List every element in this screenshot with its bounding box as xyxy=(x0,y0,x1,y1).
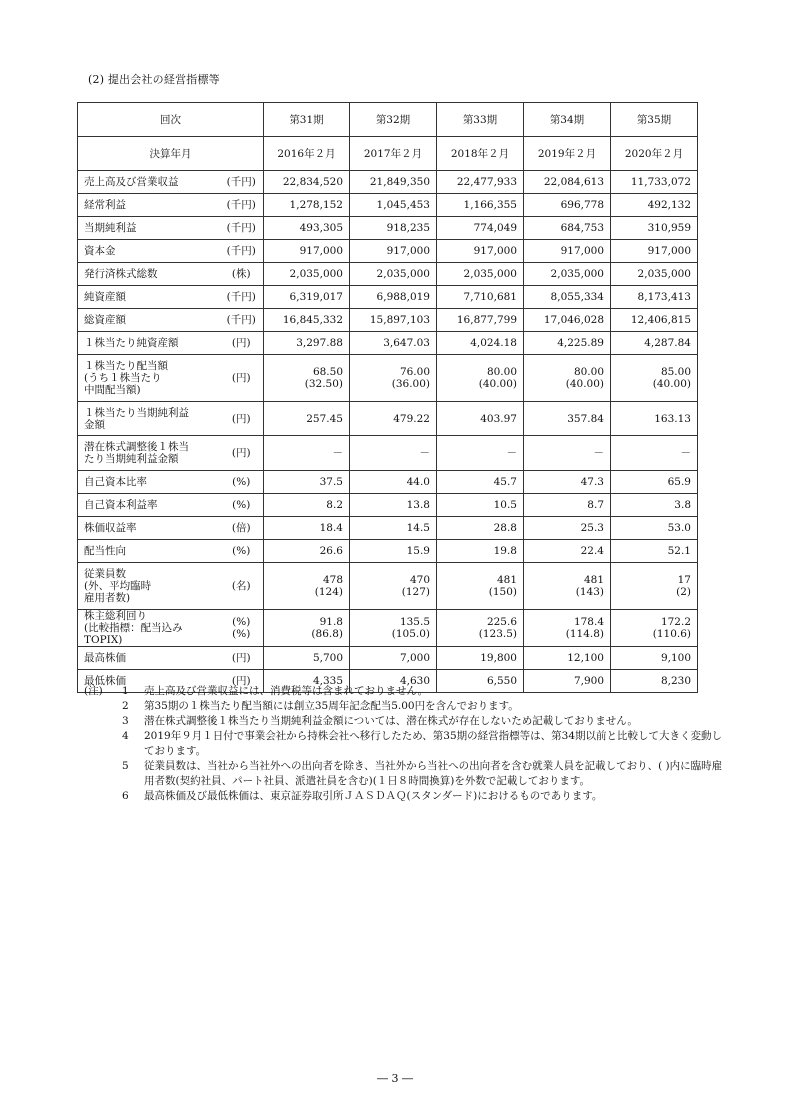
row-unit xyxy=(224,610,264,647)
table-row xyxy=(78,471,698,494)
note-text: 従業員数は、当社から当社外への出向者を除き、当社外から当社への出向者を含む就業人員を記載しており、( )内に臨時雇用者数(契約社員、パート社員、派遣社員を含む)(１日８時間換算)を外数で記載しております。 xyxy=(144,760,723,787)
value-cell: 492,132 xyxy=(611,194,698,217)
value-cell: 12,406,815 xyxy=(611,309,698,332)
table-row xyxy=(78,217,698,240)
value-cell: 15,897,103 xyxy=(350,309,437,332)
value-cell: 21,849,350 xyxy=(350,171,437,194)
value-cell: 163.13 xyxy=(611,402,698,436)
row-unit xyxy=(224,436,264,471)
value-cell: 14.5 xyxy=(350,517,437,540)
row-label-text: 配当性向 xyxy=(84,545,126,557)
value-cell: 52.1 xyxy=(611,540,698,563)
value-cell: 8,055,334 xyxy=(524,286,611,309)
value-cell: 8.2 xyxy=(264,494,350,517)
row-unit-text: (倍) xyxy=(231,522,251,534)
table-row xyxy=(78,436,698,471)
value-cell: 7,900 xyxy=(524,670,611,693)
row-unit xyxy=(224,217,264,240)
note-item xyxy=(84,699,724,714)
row-label-text: 株主総利回り (比較指標：配当込み TOPIX) xyxy=(84,610,183,646)
table-row xyxy=(78,332,698,355)
date-header-label: 決算年月 xyxy=(78,137,264,171)
value-cell: 357.84 xyxy=(524,402,611,436)
value-cell: 44.0 xyxy=(350,471,437,494)
value-cell: 6,988,019 xyxy=(350,286,437,309)
row-unit xyxy=(224,286,264,309)
value-cell: 65.9 xyxy=(611,471,698,494)
row-unit-text: (%) xyxy=(232,476,251,488)
value-cell: 135.5 (105.0) xyxy=(350,610,437,647)
table-row xyxy=(78,540,698,563)
table-row xyxy=(78,402,698,436)
row-unit-text: (名) xyxy=(231,580,251,592)
value-cell: 917,000 xyxy=(350,240,437,263)
row-unit xyxy=(224,517,264,540)
date-header-row xyxy=(78,137,698,171)
row-unit-text: (千円) xyxy=(226,314,256,326)
row-label xyxy=(78,563,224,610)
value-cell: 257.45 xyxy=(264,402,350,436)
row-unit-text: (千円) xyxy=(226,199,256,211)
value-cell: 310,959 xyxy=(611,217,698,240)
row-label xyxy=(78,240,224,263)
row-label xyxy=(78,309,224,332)
value-cell: 25.3 xyxy=(524,517,611,540)
note-prefix xyxy=(84,714,122,729)
value-cell: 26.6 xyxy=(264,540,350,563)
date-header: 2018年２月 xyxy=(437,137,524,171)
value-cell: 85.00 (40.00) xyxy=(611,355,698,402)
value-cell: 6,319,017 xyxy=(264,286,350,309)
note-item xyxy=(84,729,724,759)
row-label xyxy=(78,263,224,286)
value-cell: 80.00 (40.00) xyxy=(437,355,524,402)
value-cell: 68.50 (32.50) xyxy=(264,355,350,402)
value-cell: 917,000 xyxy=(611,240,698,263)
value-cell: 13.8 xyxy=(350,494,437,517)
value-cell: 19.8 xyxy=(437,540,524,563)
row-unit-text: (円) xyxy=(231,372,251,384)
value-cell: － xyxy=(264,436,350,471)
value-cell: 11,733,072 xyxy=(611,171,698,194)
value-cell: － xyxy=(350,436,437,471)
row-label-text: 自己資本利益率 xyxy=(84,499,158,511)
row-label-text: １株当たり当期純利益 金額 xyxy=(84,406,189,431)
table-row xyxy=(78,610,698,647)
value-cell: 2,035,000 xyxy=(437,263,524,286)
note-item xyxy=(84,789,724,804)
row-label-text: 発行済株式総数 xyxy=(84,268,158,280)
table-row xyxy=(78,494,698,517)
value-cell: 3,647.03 xyxy=(350,332,437,355)
row-unit xyxy=(224,240,264,263)
row-unit-text: (円) xyxy=(231,337,251,349)
row-unit xyxy=(224,194,264,217)
value-cell: 6,550 xyxy=(437,670,524,693)
value-cell: 22,084,613 xyxy=(524,171,611,194)
value-cell: 8.7 xyxy=(524,494,611,517)
row-label xyxy=(78,471,224,494)
row-label-text: 自己資本比率 xyxy=(84,476,147,488)
value-cell: － xyxy=(437,436,524,471)
value-cell: 17,046,028 xyxy=(524,309,611,332)
value-cell: 18.4 xyxy=(264,517,350,540)
date-header: 2017年２月 xyxy=(350,137,437,171)
table-row xyxy=(78,240,698,263)
row-unit-text: (円) xyxy=(231,447,251,459)
value-cell: 19,800 xyxy=(437,647,524,670)
date-header: 2019年２月 xyxy=(524,137,611,171)
note-item xyxy=(84,759,724,789)
value-cell: 225.6 (123.5) xyxy=(437,610,524,647)
value-cell: 53.0 xyxy=(611,517,698,540)
note-prefix xyxy=(84,759,122,789)
row-unit-text: (千円) xyxy=(226,176,256,188)
date-header: 2020年２月 xyxy=(611,137,698,171)
value-cell: 2,035,000 xyxy=(611,263,698,286)
value-cell: 481 (143) xyxy=(524,563,611,610)
period-header: 第35期 xyxy=(611,103,698,137)
value-cell: 8,230 xyxy=(611,670,698,693)
note-prefix xyxy=(84,699,122,714)
note-item xyxy=(84,714,724,729)
table-row xyxy=(78,563,698,610)
row-label xyxy=(78,436,224,471)
row-label xyxy=(78,355,224,402)
value-cell: 16,877,799 xyxy=(437,309,524,332)
row-label-text: 資本金 xyxy=(84,245,116,257)
row-label-text: 総資産額 xyxy=(84,314,126,326)
table-row xyxy=(78,309,698,332)
row-label xyxy=(78,610,224,647)
row-unit-text: (円) xyxy=(231,412,251,425)
row-unit xyxy=(224,540,264,563)
value-cell: 91.8 (86.8) xyxy=(264,610,350,647)
value-cell: 918,235 xyxy=(350,217,437,240)
date-header: 2016年２月 xyxy=(264,137,350,171)
row-label-text: 当期純利益 xyxy=(84,222,137,234)
value-cell: 4,024.18 xyxy=(437,332,524,355)
value-cell: 2,035,000 xyxy=(524,263,611,286)
row-label xyxy=(78,647,224,670)
row-unit xyxy=(224,309,264,332)
note-index: 2 xyxy=(122,700,129,712)
row-label-text: 純資産額 xyxy=(84,291,126,303)
row-unit-text: (千円) xyxy=(226,245,256,257)
period-header: 第34期 xyxy=(524,103,611,137)
row-unit-text: (株) xyxy=(231,268,251,280)
value-cell: 403.97 xyxy=(437,402,524,436)
value-cell: 479.22 xyxy=(350,402,437,436)
value-cell: 80.00 (40.00) xyxy=(524,355,611,402)
row-unit xyxy=(224,563,264,610)
row-label-text: 最高株価 xyxy=(84,652,126,664)
note-text: 第35期の１株当たり配当額には創立35周年記念配当5.00円を含んでおります。 xyxy=(144,700,519,712)
row-label-text: １株当たり配当額 (うち１株当たり 中間配当額) xyxy=(84,360,168,396)
value-cell: 28.8 xyxy=(437,517,524,540)
table-row xyxy=(78,171,698,194)
value-cell: 22,477,933 xyxy=(437,171,524,194)
value-cell: 178.4 (114.8) xyxy=(524,610,611,647)
row-unit xyxy=(224,263,264,286)
note-prefix xyxy=(84,729,122,759)
row-label xyxy=(78,402,224,436)
value-cell: 9,100 xyxy=(611,647,698,670)
value-cell: 917,000 xyxy=(437,240,524,263)
note-prefix: (注) xyxy=(84,685,103,697)
row-unit-text: (千円) xyxy=(226,291,256,303)
value-cell: 22.4 xyxy=(524,540,611,563)
value-cell: － xyxy=(611,436,698,471)
note-item xyxy=(84,684,724,699)
value-cell: 76.00 (36.00) xyxy=(350,355,437,402)
notes-section xyxy=(84,684,724,804)
row-unit-text: (%) xyxy=(232,499,251,511)
note-index: 5 xyxy=(122,760,129,772)
value-cell: 37.5 xyxy=(264,471,350,494)
value-cell: 493,305 xyxy=(264,217,350,240)
row-label-text: 最低株価 xyxy=(84,675,126,687)
value-cell: 16,845,332 xyxy=(264,309,350,332)
table-row xyxy=(78,355,698,402)
table-row xyxy=(78,517,698,540)
row-label-text: 株価収益率 xyxy=(84,522,137,534)
value-cell: 4,335 xyxy=(264,670,350,693)
row-unit xyxy=(224,355,264,402)
row-unit xyxy=(224,494,264,517)
note-text: 最高株価及び最低株価は、東京証券取引所ＪＡＳＤＡＱ(スタンダード)におけるものであります。 xyxy=(144,790,603,802)
row-label-text: 売上高及び営業収益 xyxy=(84,176,179,188)
value-cell: 3,297.88 xyxy=(264,332,350,355)
value-cell: 4,225.89 xyxy=(524,332,611,355)
note-text: 潜在株式調整後１株当たり当期純利益金額については、潜在株式が存在しないため記載しておりません。 xyxy=(144,715,638,727)
value-cell: 5,700 xyxy=(264,647,350,670)
row-label xyxy=(78,171,224,194)
row-label xyxy=(78,332,224,355)
value-cell: 4,287.84 xyxy=(611,332,698,355)
page-number: ― 3 ― xyxy=(377,1072,413,1085)
note-index: 3 xyxy=(122,715,129,727)
value-cell: 478 (124) xyxy=(264,563,350,610)
row-unit xyxy=(224,402,264,436)
note-index: 1 xyxy=(122,685,129,697)
row-unit xyxy=(224,171,264,194)
period-header: 第33期 xyxy=(437,103,524,137)
value-cell: 2,035,000 xyxy=(350,263,437,286)
value-cell: 3.8 xyxy=(611,494,698,517)
note-index: 6 xyxy=(122,790,129,802)
value-cell: 917,000 xyxy=(264,240,350,263)
value-cell: 47.3 xyxy=(524,471,611,494)
row-label-text: １株当たり純資産額 xyxy=(84,337,179,349)
value-cell: 17 (2) xyxy=(611,563,698,610)
value-cell: － xyxy=(524,436,611,471)
value-cell: 7,710,681 xyxy=(437,286,524,309)
row-label xyxy=(78,217,224,240)
note-text: 2019年９月１日付で事業会社から持株会社へ移行したため、第35期の経営指標等は、第34期以前と比較して大きく変動しております。 xyxy=(144,730,723,757)
value-cell: 1,278,152 xyxy=(264,194,350,217)
value-cell: 7,000 xyxy=(350,647,437,670)
value-cell: 8,173,413 xyxy=(611,286,698,309)
value-cell: 15.9 xyxy=(350,540,437,563)
row-unit-text: (円) xyxy=(231,675,251,687)
period-header-label: 回次 xyxy=(78,103,264,137)
row-unit-text: (%) (%) xyxy=(232,616,251,640)
row-unit-text: (%) xyxy=(232,545,251,557)
value-cell: 917,000 xyxy=(524,240,611,263)
value-cell: 696,778 xyxy=(524,194,611,217)
value-cell: 1,166,355 xyxy=(437,194,524,217)
period-header: 第32期 xyxy=(350,103,437,137)
value-cell: 481 (150) xyxy=(437,563,524,610)
row-label-text: 潜在株式調整後１株当 たり当期純利益金額 xyxy=(84,441,189,465)
value-cell: 22,834,520 xyxy=(264,171,350,194)
row-label xyxy=(78,494,224,517)
note-text: 売上高及び営業収益には、消費税等は含まれておりません。 xyxy=(144,685,429,697)
note-prefix xyxy=(84,789,122,804)
table-row xyxy=(78,263,698,286)
value-cell: 1,045,453 xyxy=(350,194,437,217)
value-cell: 172.2 (110.6) xyxy=(611,610,698,647)
table-row xyxy=(78,194,698,217)
period-header: 第31期 xyxy=(264,103,350,137)
row-label xyxy=(78,286,224,309)
row-label xyxy=(78,517,224,540)
row-unit-text: (円) xyxy=(231,652,251,664)
financial-indicators-table xyxy=(77,102,698,693)
row-label-text: 経常利益 xyxy=(84,199,126,211)
value-cell: 2,035,000 xyxy=(264,263,350,286)
value-cell: 684,753 xyxy=(524,217,611,240)
row-unit-text: (千円) xyxy=(226,222,256,234)
value-cell: 45.7 xyxy=(437,471,524,494)
value-cell: 4,630 xyxy=(350,670,437,693)
row-unit xyxy=(224,471,264,494)
table-row xyxy=(78,647,698,670)
note-index: 4 xyxy=(122,730,129,742)
section-heading: (2) 提出会社の経営指標等 xyxy=(88,73,220,86)
period-header-row xyxy=(78,103,698,137)
value-cell: 10.5 xyxy=(437,494,524,517)
value-cell: 774,049 xyxy=(437,217,524,240)
row-label-text: 従業員数 (外、平均臨時 雇用者数) xyxy=(84,568,152,604)
row-unit xyxy=(224,647,264,670)
row-unit xyxy=(224,332,264,355)
row-label xyxy=(78,540,224,563)
value-cell: 470 (127) xyxy=(350,563,437,610)
value-cell: 12,100 xyxy=(524,647,611,670)
table-row xyxy=(78,286,698,309)
row-label xyxy=(78,194,224,217)
